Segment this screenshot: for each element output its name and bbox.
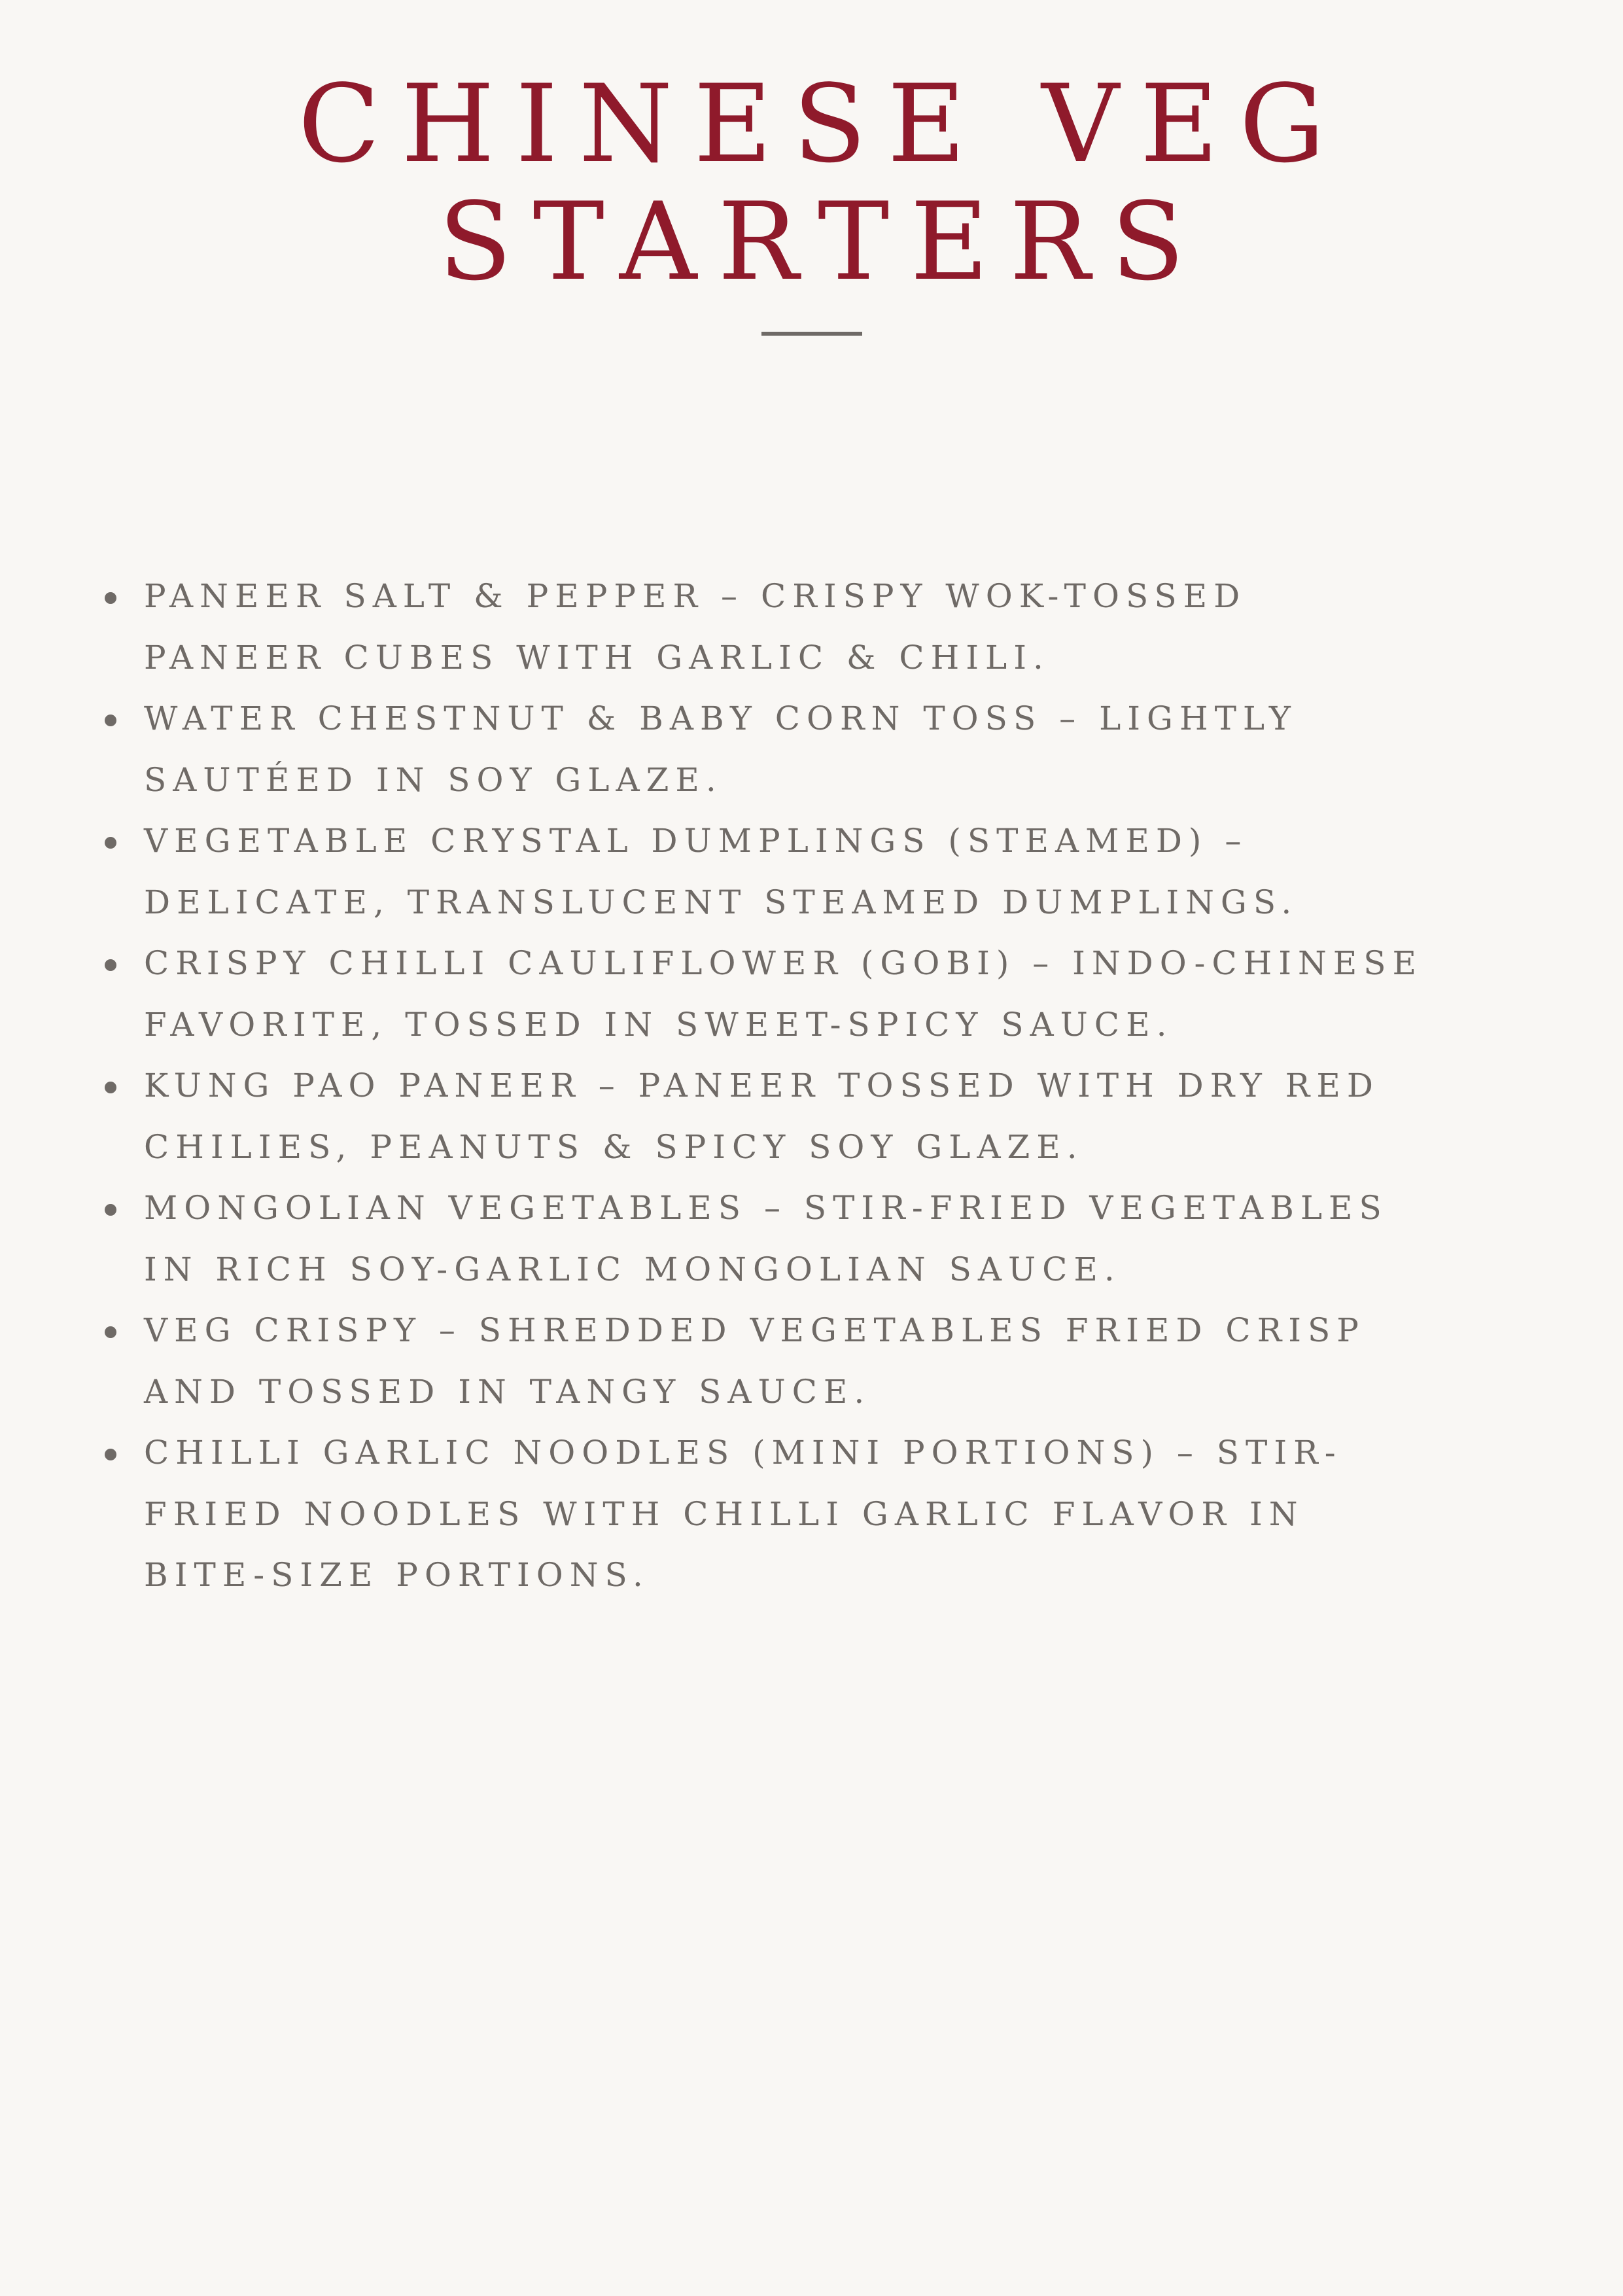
bullet-icon [105, 1204, 116, 1216]
menu-item [0, 1300, 1596, 1422]
menu-item-text: CHILLI GARLIC NOODLES (MINI PORTIONS) – STIR- FRIED NOODLES WITH CHILLI GARLIC FLAVOR IN BITE-SIZE PORTIONS. [144, 1434, 1342, 1594]
menu-item [0, 688, 1596, 811]
bullet-icon [105, 715, 116, 726]
menu-title [0, 62, 1623, 304]
menu-item [0, 933, 1596, 1055]
menu-item [0, 811, 1596, 933]
menu-item-text: PANEER SALT & PEPPER – CRISPY WOK-TOSSED PANEER CUBES WITH GARLIC & CHILI. [144, 577, 1247, 677]
menu-title-line-2: STARTERS [438, 179, 1206, 304]
menu-item [0, 1178, 1596, 1300]
bullet-icon [105, 1449, 116, 1460]
menu-item [0, 1055, 1596, 1178]
menu-title-line-1: CHINESE VEG [298, 62, 1346, 186]
menu-items-list [0, 566, 1596, 1606]
menu-item-text: CRISPY CHILLI CAULIFLOWER (GOBI) – INDO-CHINESE FAVORITE, TOSSED IN SWEET-SPICY SAUCE. [144, 944, 1423, 1044]
bullet-icon [105, 959, 116, 971]
menu-item-text: KUNG PAO PANEER – PANEER TOSSED WITH DRY RED CHILIES, PEANUTS & SPICY SOY GLAZE. [144, 1067, 1380, 1166]
bullet-icon [105, 592, 116, 604]
menu-item-text: VEG CRISPY – SHREDDED VEGETABLES FRIED CRISP AND TOSSED IN TANGY SAUCE. [144, 1311, 1365, 1411]
bullet-icon [105, 1326, 116, 1338]
menu-item [0, 1422, 1596, 1606]
menu-item-text: WATER CHESTNUT & BABY CORN TOSS – LIGHTLY SAUTÉED IN SOY GLAZE. [144, 699, 1297, 799]
menu-item [0, 566, 1596, 688]
title-divider [761, 332, 862, 336]
bullet-icon [105, 837, 116, 849]
menu-item-text: MONGOLIAN VEGETABLES – STIR-FRIED VEGETABLES IN RICH SOY-GARLIC MONGOLIAN SAUCE. [144, 1189, 1388, 1288]
bullet-icon [105, 1082, 116, 1093]
menu-item-text: VEGETABLE CRYSTAL DUMPLINGS (STEAMED) – DELICATE, TRANSLUCENT STEAMED DUMPLINGS. [144, 822, 1299, 921]
